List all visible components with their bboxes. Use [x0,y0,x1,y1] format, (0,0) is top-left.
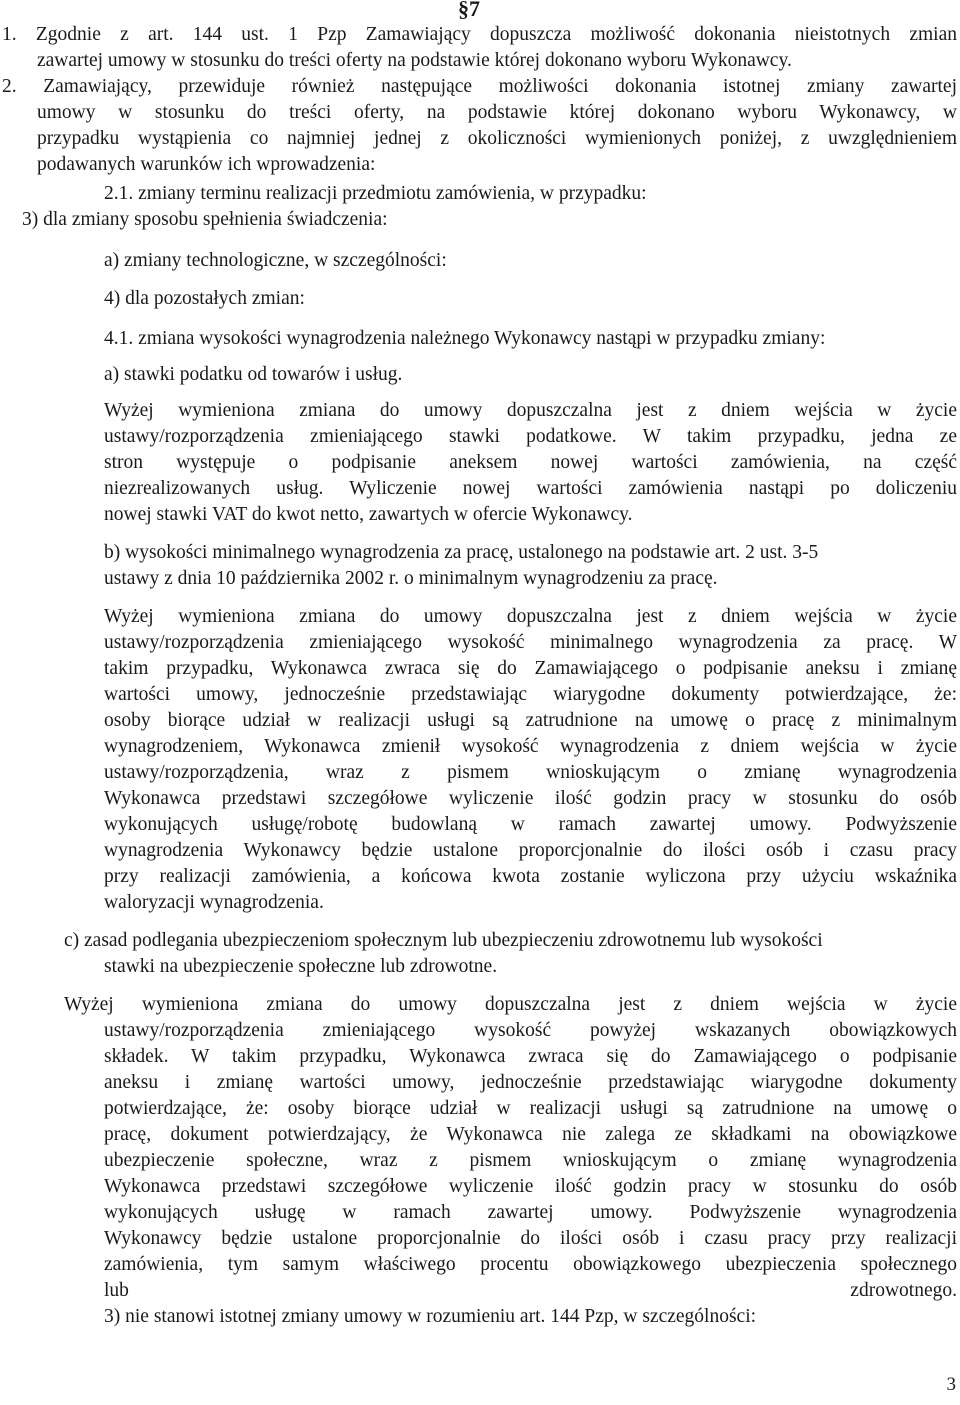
text-line: 2.1. zmiany terminu realizacji przedmiotu zamówienia, w przypadku: [104,183,647,204]
text-line: przypadku wystąpienia co najmniej jednej z okoliczności wymienionych poniżej, z uwzględnieniem [37,128,957,149]
text-line: ustawy/rozporządzenia zmieniającego wysokość powyżej wskazanych obowiązkowych [104,1020,957,1041]
text-line: Wykonawca przedstawi szczegółowe wyliczenie ilość godzin pracy w stosunku do osób [104,788,957,809]
text-line: 3) dla zmiany sposobu spełnienia świadczenia: [22,209,388,230]
text-line: 1. Zgodnie z art. 144 ust. 1 Pzp Zamawiający dopuszcza możliwość dokonania nieistotnych zmian [2,24,957,45]
text-line: 3) nie stanowi istotnej zmiany umowy w rozumieniu art. 144 Pzp, w szczególności: [104,1306,757,1327]
text-line: Wykonawca przedstawi szczegółowe wyliczenie ilość godzin pracy w stosunku do osób [104,1176,957,1197]
text-line: a) stawki podatku od towarów i usług. [104,364,403,385]
text-line: Wyżej wymieniona zmiana do umowy dopuszczalna jest z dniem wejścia w życie [104,606,957,627]
text-line: wynagrodzenia Wykonawcy będzie ustalone proporcjonalnie do ilości osób i czasu pracy [104,840,957,861]
text-line: podawanych warunków ich wprowadzenia: [37,154,376,175]
page-number: 3 [946,1374,956,1395]
text-line: pracę, dokument potwierdzający, że Wykonawca nie zalega ze składkami na obowiązkowe [104,1124,957,1145]
text-line: umowy w stosunku do treści oferty, na podstawie której dokonano wyboru Wykonawcy, w [37,102,957,123]
text-line: takim przypadku, Wykonawca zwraca się do Zamawiającego o podpisanie aneksu i zmianę [104,658,957,679]
text-line: nowej stawki VAT do kwot netto, zawartych w ofercie Wykonawcy. [104,504,633,525]
text-line: wynagrodzeniem, Wykonawca zmienił wysokość wynagrodzenia z dniem wejścia w życie [104,736,957,757]
text-line: wartości umowy, jednocześnie przedstawiając wiarygodne dokumenty potwierdzające, że: [104,684,957,705]
text-line: niezrealizowanych usług. Wyliczenie nowej wartości zamówienia nastąpi po doliczeniu [104,478,957,499]
text-line: składek. W takim przypadku, Wykonawca zwraca się do Zamawiającego o podpisanie [104,1046,957,1067]
text-line: stron występuje o podpisanie aneksem nowej wartości zamówienia, na część [104,452,957,473]
text-line: 2. Zamawiający, przewiduje również następujące możliwości dokonania istotnej zmiany zawartej [2,76,957,97]
text-line: Wyżej wymieniona zmiana do umowy dopuszczalna jest z dniem wejścia w życie [64,994,957,1015]
text-line: ubezpieczenie społeczne, wraz z pismem wnioskującym o zmianę wynagrodzenia [104,1150,957,1171]
text-line: 4) dla pozostałych zmian: [104,288,305,309]
text-line: ustawy/rozporządzenia, wraz z pismem wnioskującym o zmianę wynagrodzenia [104,762,957,783]
text-line: Wykonawcy będzie ustalone proporcjonalnie do ilości osób i czasu pracy przy realizacji [104,1228,957,1249]
text-line: b) wysokości minimalnego wynagrodzenia za pracę, ustalonego na podstawie art. 2 ust. 3-5 [104,542,819,563]
text-line: przy realizacji zamówienia, a końcowa kwota zostanie wyliczona przy użyciu wskaźnika [104,866,957,887]
text-line: ustawy z dnia 10 października 2002 r. o minimalnym wynagrodzeniu za pracę. [104,568,718,589]
text-line: ustawy/rozporządzenia zmieniającego stawki podatkowe. W takim przypadku, jedna ze [104,426,957,447]
text-line: Wyżej wymieniona zmiana do umowy dopuszczalna jest z dniem wejścia w życie [104,400,957,421]
text-line: aneksu i zmianę wartości umowy, jednocześnie przedstawiając wiarygodne dokumenty [104,1072,957,1093]
text-line: c) zasad podlegania ubezpieczeniom społecznym lub ubezpieczeniu zdrowotnemu lub wysokości [64,930,823,951]
text-line: potwierdzające, że: osoby biorące udział w realizacji usługi są zatrudnione na umowę o [104,1098,957,1119]
text-line: wykonujących usługę w ramach zawartej umowy. Podwyższenie wynagrodzenia [104,1202,957,1223]
text-line: osoby biorące udział w realizacji usługi są zatrudnione na umowę o pracę z minimalnym [104,710,957,731]
text-line: 4.1. zmiana wysokości wynagrodzenia należnego Wykonawcy nastąpi w przypadku zmiany: [104,328,826,349]
text-line: zawartej umowy w stosunku do treści oferty na podstawie której dokonano wyboru Wykonawcy. [37,50,792,71]
text-line: zamówienia, tym samym właściwego procentu obowiązkowego ubezpieczenia społecznego [104,1254,957,1275]
text-line: lub zdrowotnego. [104,1280,957,1301]
text-line: ustawy/rozporządzenia zmieniającego wysokość minimalnego wynagrodzenia za pracę. W [104,632,957,653]
text-line: stawki na ubezpieczenie społeczne lub zdrowotne. [104,956,498,977]
text-line: waloryzacji wynagrodzenia. [104,892,324,913]
text-line: wykonujących usługę/robotę budowlaną w ramach zawartej umowy. Podwyższenie [104,814,957,835]
text-line: a) zmiany technologiczne, w szczególności: [104,250,447,271]
section-heading: §7 [458,0,480,21]
